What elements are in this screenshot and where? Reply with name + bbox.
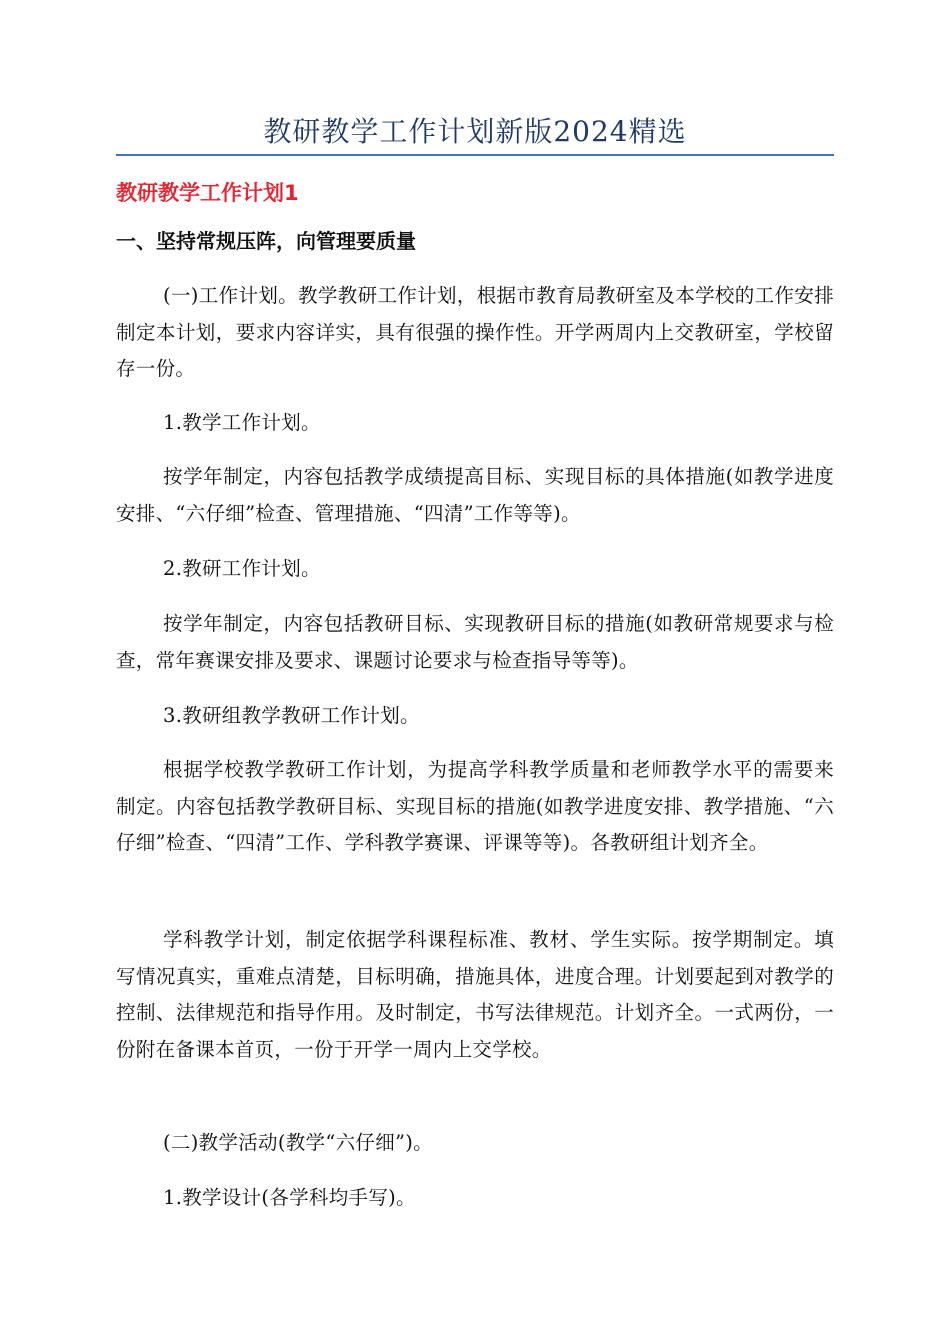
paragraph: 1.教学工作计划。 bbox=[163, 411, 321, 434]
paragraph: 根据学校教学教研工作计划，为提高学科教学质量和老师教学水平的需要来制定。内容包括教学教研目标、实现目标的措施(如教学进度安排、教学措施、“六仔细”检查、“四清”工作、学科教学赛课、评课等等)。各教研组计划齐全。 bbox=[116, 758, 834, 854]
paragraph: 按学年制定，内容包括教研目标、实现教研目标的措施(如教研常规要求与检查，常年赛课安排及要求、课题讨论要求与检查指导等等)。 bbox=[116, 612, 834, 672]
paragraph: 1.教学设计(各学科均手写)。 bbox=[163, 1186, 416, 1209]
section-heading: 教研教学工作计划1 bbox=[116, 181, 299, 205]
sub-heading: 一、坚持常规压阵，向管理要质量 bbox=[116, 229, 416, 253]
title-underline bbox=[116, 154, 834, 156]
paragraph: (二)教学活动(教学“六仔细”)。 bbox=[163, 1131, 433, 1154]
paragraph: 2.教研工作计划。 bbox=[163, 557, 321, 580]
paragraph: 学科教学计划，制定依据学科课程标准、教材、学生实际。按学期制定。填写情况真实，重难点清楚，目标明确，措施具体，进度合理。计划要起到对教学的控制、法律规范和指导作用。及时制定，书写法律规范。计划齐全。一式两份，一份附在备课本首页，一份于开学一周内上交学校。 bbox=[116, 928, 834, 1061]
document-title: 教研教学工作计划新版2024精选 bbox=[263, 115, 687, 148]
paragraph: 按学年制定，内容包括教学成绩提高目标、实现目标的具体措施(如教学进度安排、“六仔细”检查、管理措施、“四清”工作等等)。 bbox=[116, 465, 834, 525]
paragraph: 3.教研组教学教研工作计划。 bbox=[163, 704, 420, 727]
paragraph: (一)工作计划。教学教研工作计划，根据市教育局教研室及本学校的工作安排制定本计划，要求内容详实，具有很强的操作性。开学两周内上交教研室，学校留存一份。 bbox=[116, 284, 834, 380]
